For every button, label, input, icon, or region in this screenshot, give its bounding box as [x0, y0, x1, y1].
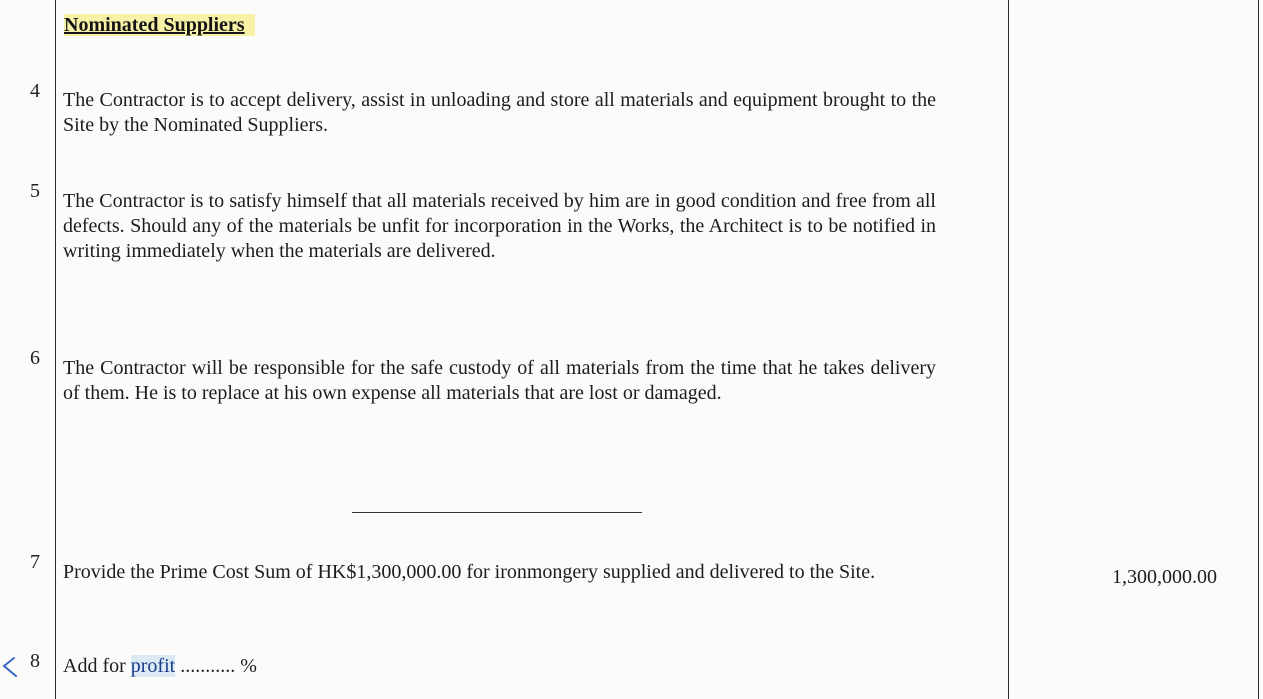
item-number: 6	[30, 347, 40, 369]
profit-highlight: profit	[130, 655, 176, 677]
item-number: 5	[30, 180, 40, 202]
item-text: The Contractor is to accept delivery, assist in unloading and store all materials and equipment brought to the Site by the Nominated Suppliers.	[63, 89, 936, 136]
item-text-prefix: Add for	[63, 655, 131, 677]
separator-line	[352, 512, 642, 513]
item-text: The Contractor will be responsible for the safe custody of all materials from the time that he takes delivery of them. He is to replace at his own expense all materials that are lost or damaged.	[63, 357, 936, 404]
column-rule-description-right	[1008, 0, 1009, 699]
item-text-suffix: ........... %	[175, 655, 257, 677]
item-text: Provide the Prime Cost Sum of HK$1,300,000.00 for ironmongery supplied and delivered to the Site.	[63, 561, 876, 583]
item-text: The Contractor is to satisfy himself that all materials received by him are in good condition and free from all defects. Should any of the materials be unfit for incorporation in the Works, the Architect is to be notified in writing immediately when the materials are delivered.	[63, 190, 936, 262]
item-amount: 1,300,000.00	[1112, 566, 1217, 588]
column-rule-left	[55, 0, 56, 699]
item-number: 7	[30, 551, 40, 573]
item-number: 8	[30, 650, 40, 672]
section-heading-text: Nominated Suppliers	[64, 14, 255, 36]
handwritten-tick-mark	[0, 652, 22, 680]
item-number: 4	[30, 80, 40, 102]
column-rule-right	[1258, 0, 1259, 699]
item-text	[63, 654, 936, 679]
section-heading	[64, 14, 255, 37]
